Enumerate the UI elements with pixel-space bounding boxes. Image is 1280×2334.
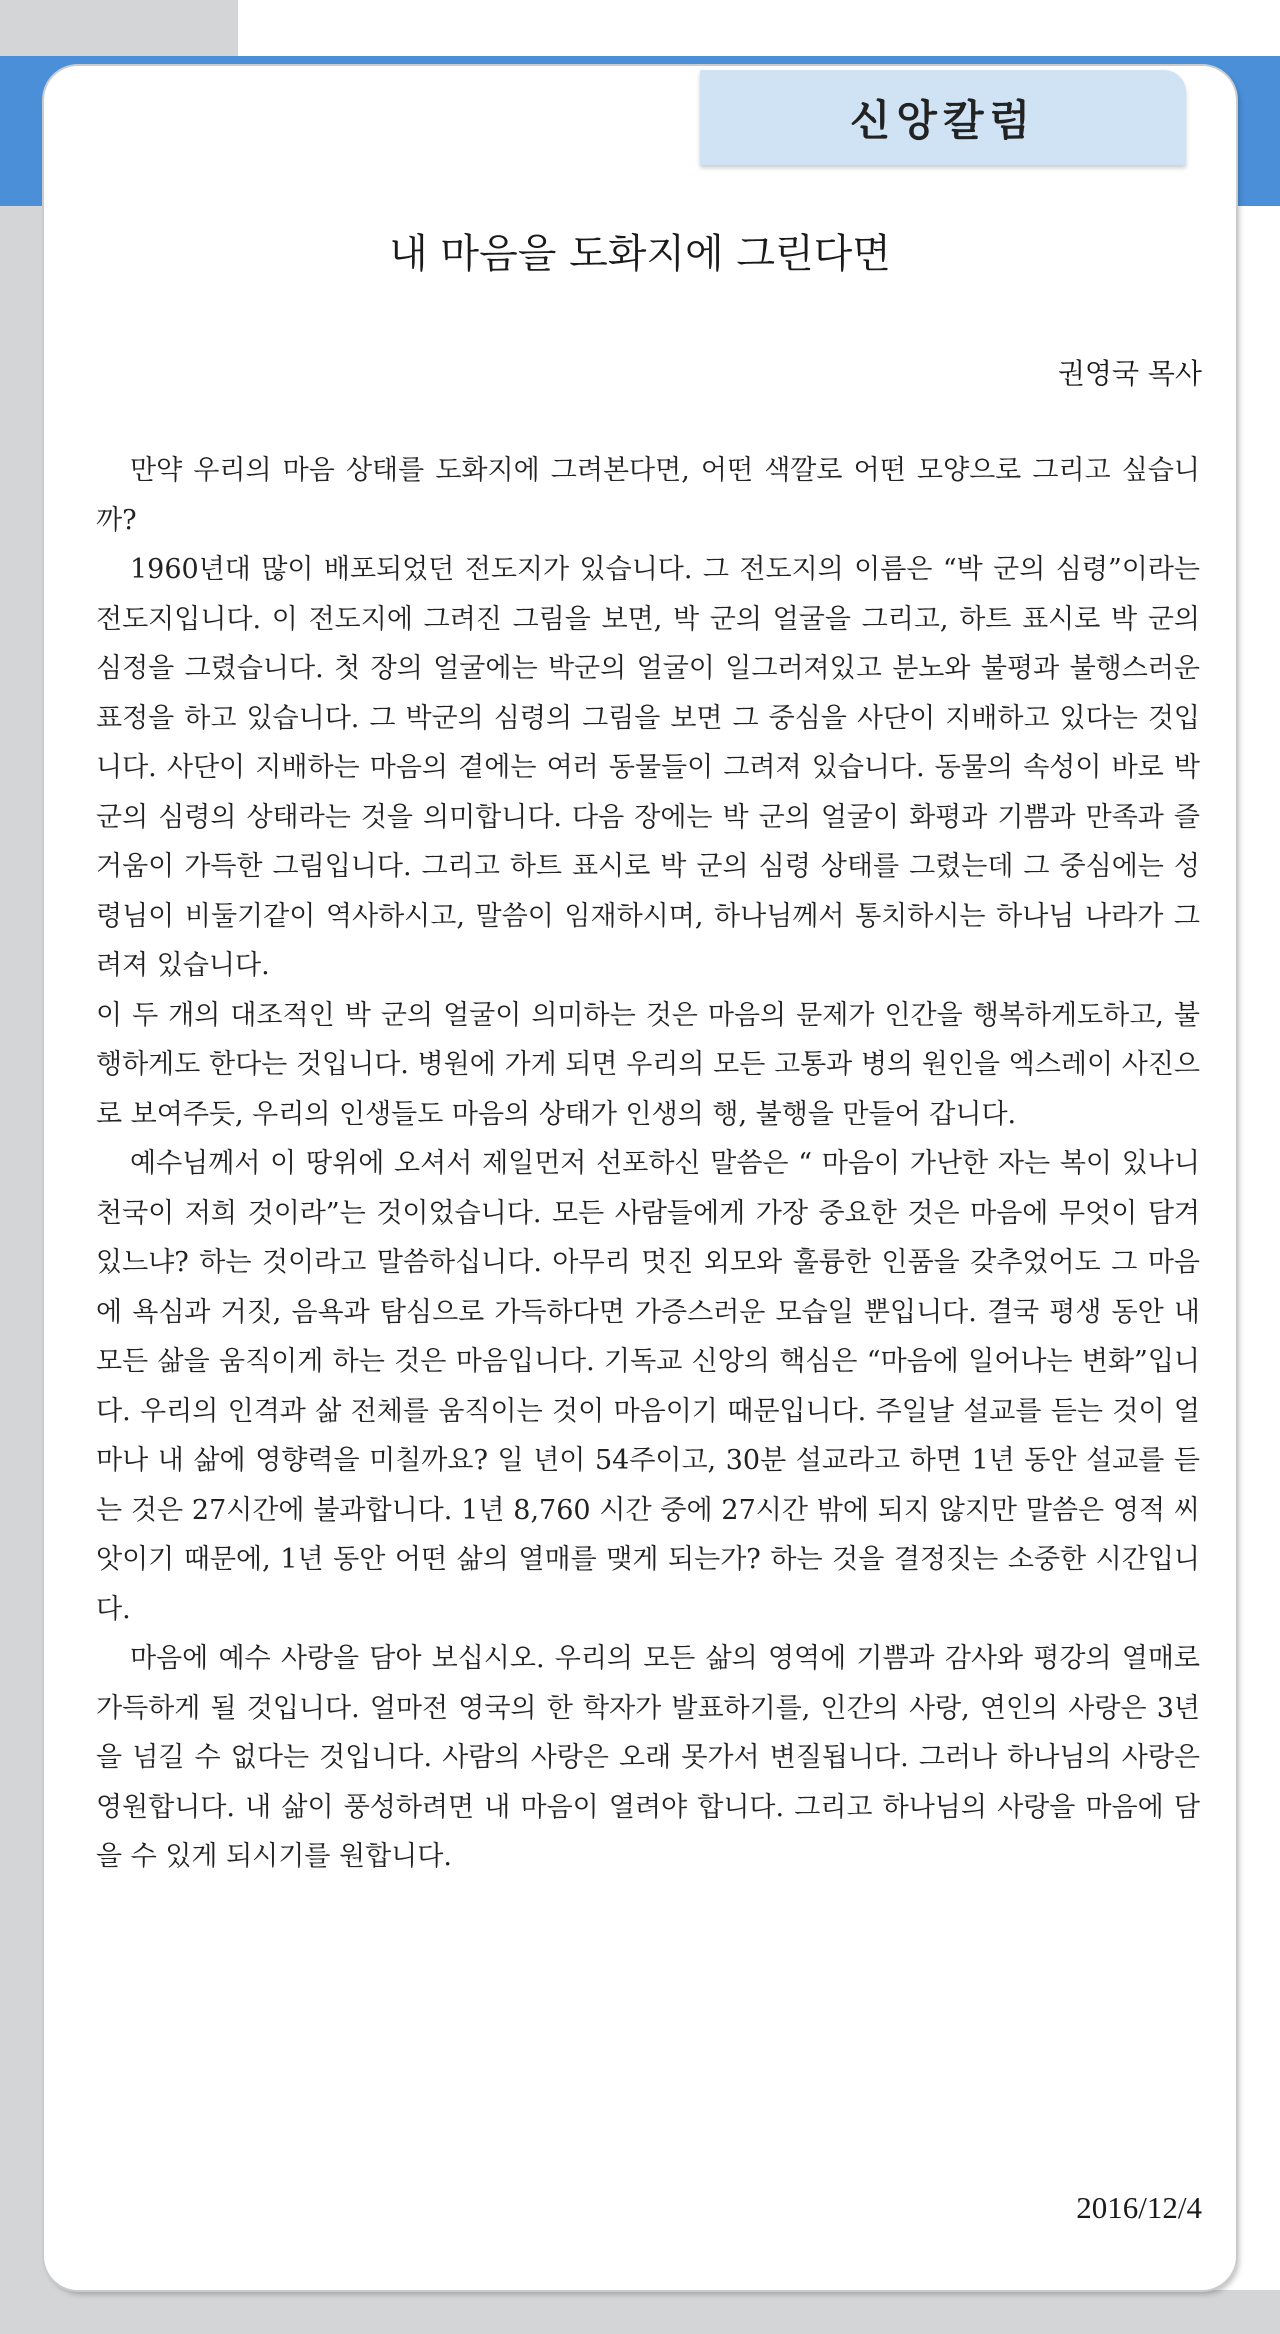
paragraph: 마음에 예수 사랑을 담아 보십시오. 우리의 모든 삶의 영역에 기쁨과 감사와 평강의 열매로 가득하게 될 것입니다. 얼마전 영국의 한 학자가 발표하기를, 인간의 사랑, 연인의 사랑은 3년을 넘길 수 없다는 것입니다. 사람의 사랑은 오래 못가서 변질됩니다. 그러나 하나님의 사랑은 영원합니다. 내 삶이 풍성하려면 내 마음이 열려야 합니다. 그리고 하나님의 사랑을 마음에 담을 수 있게 되시기를 원합니다. xyxy=(96,1643,1200,1872)
paragraph: 이 두 개의 대조적인 박 군의 얼굴이 의미하는 것은 마음의 문제가 인간을 행복하게도하고, 불행하게도 한다는 것입니다. 병원에 가게 되면 우리의 모든 고통과 병의 원인을 엑스레이 사진으로 보여주듯, 우리의 인생들도 마음의 상태가 인생의 행, 불행을 만들어 갑니다. xyxy=(96,999,1200,1130)
paragraph: 예수님께서 이 땅위에 오셔서 제일먼저 선포하신 말씀은 “ 마음이 가난한 자는 복이 있나니 천국이 저희 것이라”는 것이었습니다. 모든 사람들에게 가장 중요한 것은 마음에 무엇이 담겨 있느냐? 하는 것이라고 말씀하십니다. 아무리 멋진 외모와 훌륭한 인품을 갖추었어도 그 마음에 욕심과 거짓, 음욕과 탐심으로 가득하다면 가증스러운 모습일 뿐입니다. 결국 평생 동안 내 모든 삶을 움직이게 하는 것은 마음입니다. 기독교 신앙의 핵심은 “마음에 일어나는 변화”입니다. 우리의 인격과 삶 전체를 움직이는 것이 마음이기 때문입니다. 주일날 설교를 듣는 것이 얼마나 내 삶에 영향력을 미칠까요? 일 년이 54주이고, 30분 설교라고 하면 1년 동안 설교를 듣는 것은 27시간에 불과합니다. 1년 8,760 시간 중에 27시간 밖에 되지 않지만 말씀은 영적 씨앗이기 때문에, 1년 동안 어떤 삶의 열매를 맺게 되는가? 하는 것을 결정짓는 소중한 시간입니다. xyxy=(96,1148,1200,1625)
top-margin xyxy=(238,0,1280,56)
column-tab xyxy=(700,70,1186,165)
article-body xyxy=(96,446,1200,1882)
column-tab-label: 신앙칼럼 xyxy=(849,95,1037,145)
paragraph: 1960년대 많이 배포되었던 전도지가 있습니다. 그 전도지의 이름은 “박 군의 심령”이라는 전도지입니다. 이 전도지에 그려진 그림을 보면, 박 군의 얼굴을 그리고, 하트 표시로 박 군의 심정을 그렸습니다. 첫 장의 얼굴에는 박군의 얼굴이 일그러져있고 분노와 불평과 불행스러운 표정을 하고 있습니다. 그 박군의 심령의 그림을 보면 그 중심을 사단이 지배하고 있다는 것입니다. 사단이 지배하는 마음의 곁에는 여러 동물들이 그려져 있습니다. 동물의 속성이 바로 박 군의 심령의 상태라는 것을 의미합니다. 다음 장에는 박 군의 얼굴이 화평과 기쁨과 만족과 즐거움이 가득한 그림입니다. 그리고 하트 표시로 박 군의 심령 상태를 그렸는데 그 중심에는 성령님이 비둘기같이 역사하시고, 말씀이 임재하시며, 하나님께서 통치하시는 하나님 나라가 그려져 있습니다. xyxy=(96,554,1201,981)
paragraph: 만약 우리의 마음 상태를 도화지에 그려본다면, 어떤 색깔로 어떤 모양으로 그리고 싶습니까? xyxy=(96,455,1200,536)
article-author: 권영국 목사 xyxy=(1057,357,1202,390)
article-date: 2016/12/4 xyxy=(1076,2190,1202,2225)
bottom-margin-strip xyxy=(0,2290,1280,2334)
article-title: 내 마음을 도화지에 그린다면 xyxy=(389,231,891,277)
